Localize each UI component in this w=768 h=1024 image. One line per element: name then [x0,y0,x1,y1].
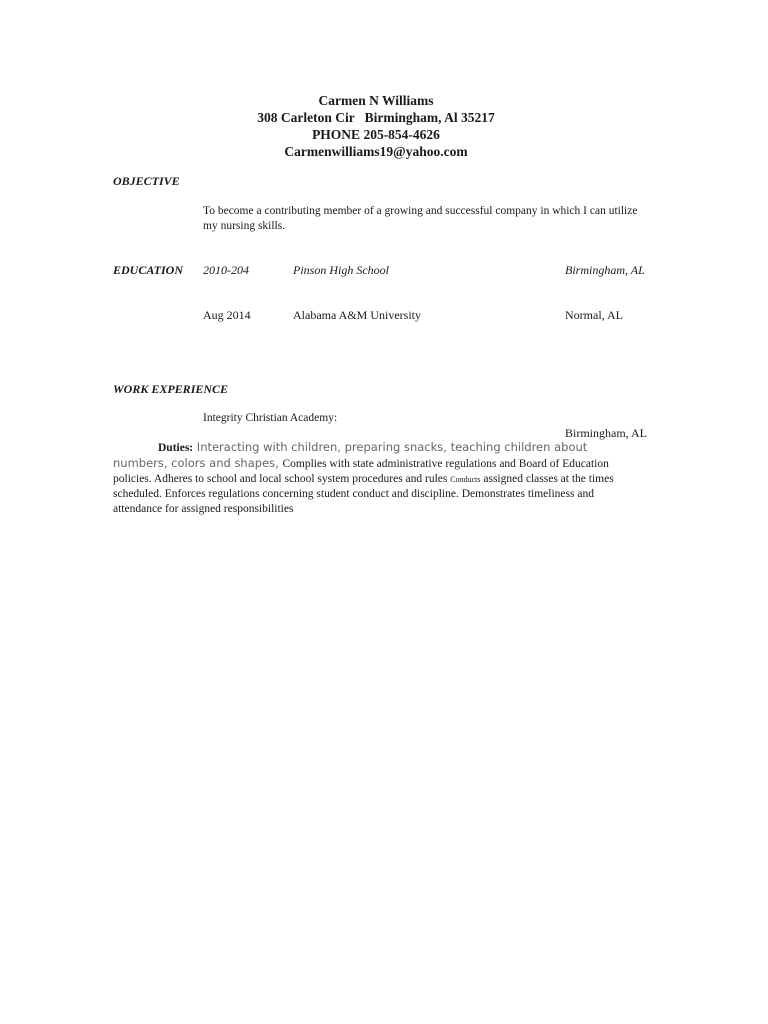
duties-text-2: Complies with state administrative regulations and Board of Education policies. Adheres to school and local school system procedures and rules [113,458,609,485]
duties-paragraph [113,440,643,517]
work-company: Integrity Christian Academy: [203,412,338,424]
education-heading: EDUCATION [113,263,184,277]
objective-text: To become a contributing member of a growing and successful company in which I can utilize my nursing skills. [203,205,638,232]
education-school-2: Alabama A&M University [293,308,421,322]
education-school-1: Pinson High School [293,263,389,277]
contact-header [0,92,768,160]
applicant-address: 308 Carleton Cir Birmingham, Al 35217 [257,110,495,125]
education-dates-2: Aug 2014 [203,308,251,322]
duties-text-1: Interacting with children, preparing snacks, teaching children about numbers, colors and shapes, [113,440,588,470]
duties-text-small: Conducts [450,475,481,484]
duties-text-3: assigned classes at the times scheduled. Enforces regulations concerning student conduct and discipline. Demonstrates timeliness and attendance for assigned responsibilities [113,473,614,515]
objective-heading: OBJECTIVE [113,174,180,188]
duties-label: Duties: [158,442,194,454]
education-dates-1: 2010-204 [203,263,249,277]
education-location-1: Birmingham, AL [565,263,645,277]
work-experience-heading: WORK EXPERIENCE [113,382,229,396]
work-location: Birmingham, AL [565,426,647,440]
applicant-phone: PHONE 205-854-4626 [312,127,440,142]
applicant-email: Carmenwilliams19@yahoo.com [284,144,468,159]
applicant-name: Carmen N Williams [318,93,434,108]
education-location-2: Normal, AL [565,308,623,322]
